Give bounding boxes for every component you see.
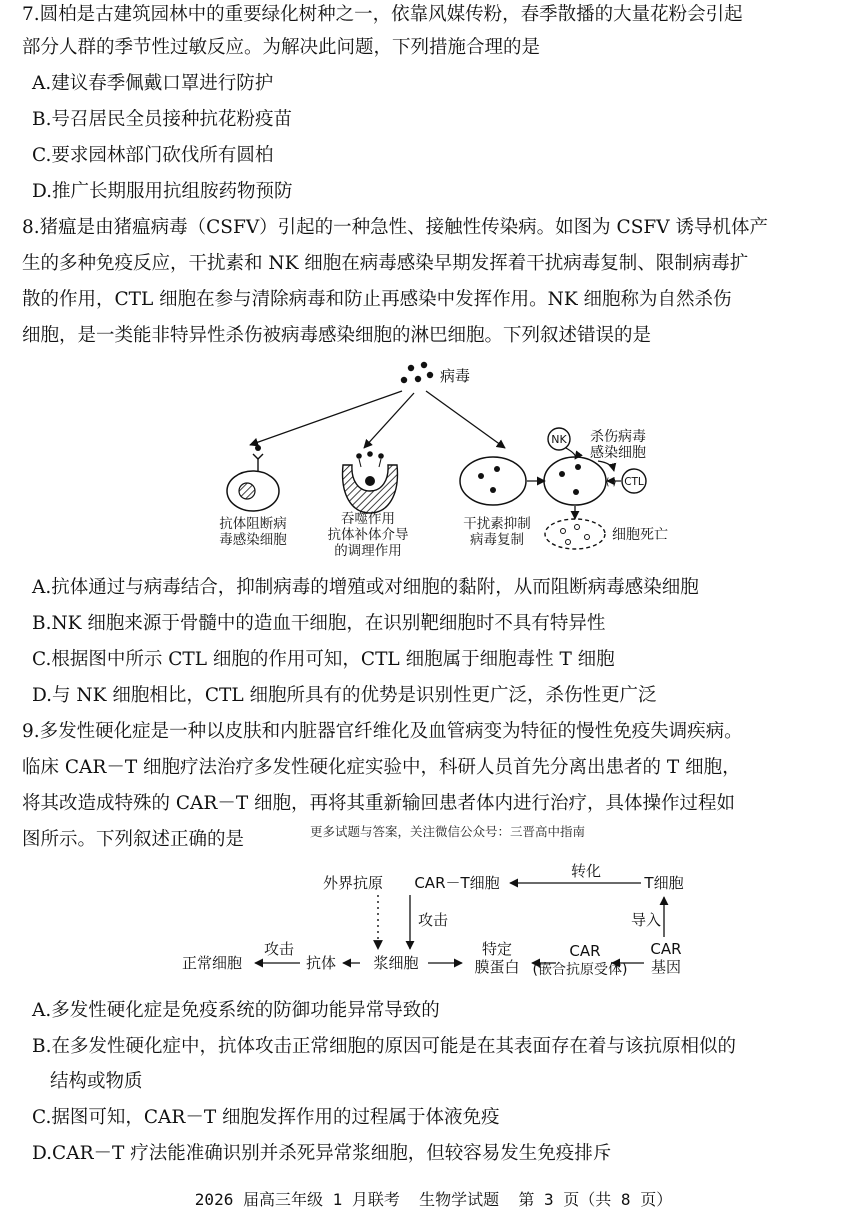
cell-death-label: 细胞死亡 — [612, 527, 668, 543]
t-cell-node: T细胞 — [644, 874, 684, 892]
q9-option-c: C.据图可知，CAR－T 细胞发挥作用的过程属于体液免疫 — [32, 1107, 500, 1128]
arrow-to-interferon — [426, 391, 505, 448]
arrow-kill-curve — [598, 461, 614, 471]
normal-cell-node: 正常细胞 — [181, 954, 243, 972]
phagocytosis-label-2: 抗体补体介导 — [327, 527, 409, 543]
plasma-cell-node: 浆细胞 — [373, 954, 419, 972]
q9-option-a: A.多发性硬化症是免疫系统的防御功能异常导致的 — [32, 1000, 440, 1021]
phagocytosis-label-1: 吞噬作用 — [341, 511, 395, 527]
q7-option-a: A.建议春季佩戴口罩进行防护 — [32, 73, 274, 94]
q8-option-b: B.NK 细胞来源于骨髓中的造血干细胞，在识别靶细胞时不具有特异性 — [32, 613, 606, 634]
q9-stem-line-2: 临床 CAR－T 细胞疗法治疗多发性硬化症实验中，科研人员首先分离出患者的 T 细胞， — [22, 757, 741, 778]
q8-stem-line-2: 生的多种免疫反应，干扰素和 NK 细胞在病毒感染早期发挥着干扰病毒复制、限制病毒扩 — [22, 253, 749, 274]
q7-stem-line-2: 部分人群的季节性过敏反应。为解决此问题，下列措施合理的是 — [22, 37, 541, 58]
interferon-label-1: 干扰素抑制 — [463, 516, 531, 532]
specific-protein-label-1: 特定 — [481, 940, 513, 958]
kill-label-1: 杀伤病毒 — [590, 429, 646, 445]
phagocyte-icon — [343, 451, 398, 513]
q9-option-d: D.CAR－T 疗法能准确识别并杀死异常浆细胞，但较容易发生免疫排斥 — [32, 1143, 612, 1164]
car-t-cell-node: CAR－T细胞 — [414, 874, 500, 892]
q7-option-b: B.号召居民全员接种抗花粉疫苗 — [32, 109, 292, 130]
ctl-label: CTL — [624, 476, 644, 488]
q8-stem-line-4: 细胞，是一类能非特异性杀伤被病毒感染细胞的淋巴细胞。下列叙述错误的是 — [22, 325, 652, 346]
virus-cluster-icon — [401, 362, 433, 383]
q9-stem-line-4: 图所示。下列叙述正确的是 — [22, 829, 245, 850]
transform-label: 转化 — [570, 862, 602, 880]
page-footer: 2026 届高三年级 1 月联考 生物学试题 第 3 页（共 8 页） — [194, 1190, 673, 1209]
q7-option-d: D.推广长期服用抗组胺药物预防 — [32, 181, 293, 202]
q9-stem-line-3: 将其改造成特殊的 CAR－T 细胞，再将其重新输回患者体内进行治疗，具体操作过程如 — [22, 793, 736, 814]
nk-label: NK — [551, 433, 567, 446]
car-label-2: (嵌合抗原受体) — [532, 962, 628, 978]
antibody-node: 抗体 — [305, 954, 337, 972]
infected-target-cell-icon — [544, 457, 606, 505]
ctl-contact-glyph: ⟨·⟩ — [605, 477, 617, 488]
watermark-text: 更多试题与答案，关注微信公众号：三晋高中指南 — [310, 824, 586, 839]
q8-immune-response-figure — [0, 355, 867, 570]
q9-car-t-flow-figure — [0, 855, 867, 995]
q8-option-a: A.抗体通过与病毒结合，抑制病毒的增殖或对细胞的黏附，从而阻断病毒感染细胞 — [32, 577, 699, 598]
car-label-1: CAR — [569, 942, 601, 960]
antibody-block-label-2: 毒感染细胞 — [219, 532, 287, 548]
specific-protein-label-2: 膜蛋白 — [474, 958, 520, 976]
dead-cell-icon — [545, 519, 605, 549]
q8-stem-line-3: 散的作用，CTL 细胞在参与清除病毒和防止再感染中发挥作用。NK 细胞称为自然杀伤 — [22, 289, 732, 310]
virus-label: 病毒 — [440, 367, 471, 385]
antibody-blocked-cell-icon — [227, 445, 279, 511]
q8-stem-line-1: 8.猪瘟是由猪瘟病毒（CSFV）引起的一种急性、接触性传染病。如图为 CSFV 诱导机体产 — [22, 217, 768, 238]
phagocytosis-label-3: 的调理作用 — [334, 543, 402, 559]
q7-option-c: C.要求园林部门砍伐所有圆柏 — [32, 145, 274, 166]
attack-label-2: 攻击 — [263, 940, 295, 958]
kill-label-2: 感染细胞 — [590, 445, 646, 461]
q7-stem-line-1: 7.圆柏是古建筑园林中的重要绿化树种之一，依靠风媒传粉，春季散播的大量花粉会引起 — [22, 4, 743, 25]
car-gene-label-2: 基因 — [650, 958, 682, 976]
import-label: 导入 — [630, 911, 662, 929]
q9-stem-line-1: 9.多发性硬化症是一种以皮肤和内脏器官纤维化及血管病变为特征的慢性免疫失调疾病。 — [22, 721, 743, 742]
external-antigen-node: 外界抗原 — [322, 874, 384, 892]
car-gene-label-1: CAR — [650, 940, 682, 958]
attack-label-1: 攻击 — [418, 911, 449, 929]
antibody-block-label-1: 抗体阻断病 — [219, 516, 287, 532]
q8-option-c: C.根据图中所示 CTL 细胞的作用可知，CTL 细胞属于细胞毒性 T 细胞 — [32, 649, 615, 670]
arrow-to-antibody — [250, 391, 402, 445]
q9-option-b-cont: 结构或物质 — [50, 1071, 143, 1092]
interferon-label-2: 病毒复制 — [470, 532, 524, 548]
q9-option-b: B.在多发性硬化症中，抗体攻击正常细胞的原因可能是在其表面存在着与该抗原相似的 — [32, 1036, 736, 1057]
q8-option-d: D.与 NK 细胞相比，CTL 细胞所具有的优势是识别性更广泛，杀伤性更广泛 — [32, 685, 657, 706]
interferon-cell-icon — [460, 457, 526, 505]
